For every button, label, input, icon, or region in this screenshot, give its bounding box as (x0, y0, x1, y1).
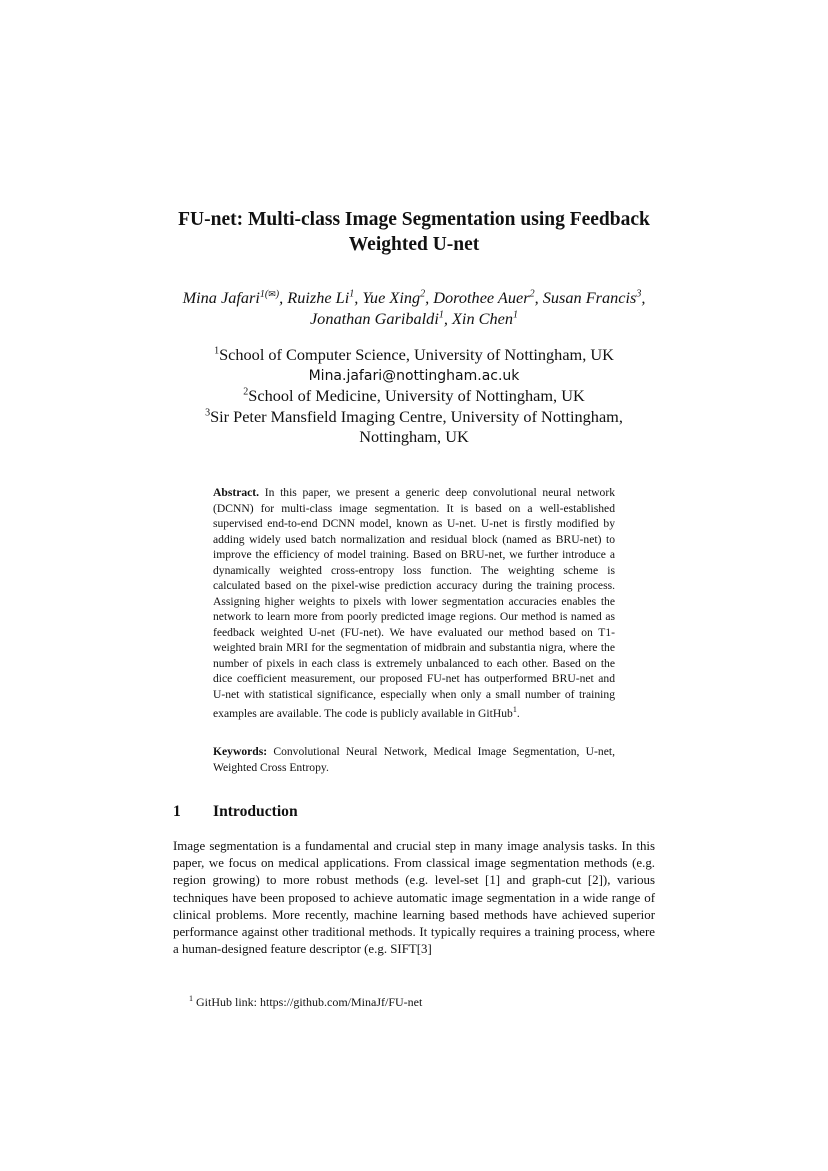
author: Mina Jafari$^{1(✉)}$, (182, 288, 288, 307)
abstract-label: Abstract. (213, 486, 260, 499)
footnote-ref: 1 (512, 705, 517, 714)
keywords-label: Keywords: (213, 745, 268, 758)
affiliation-2: $^2$School of Medicine, University of Nottingham, UK (243, 386, 585, 405)
author: Xin Chen$^1$ (451, 309, 519, 328)
title-line-1: FU-net: Multi-class Image Segmentation using Feedback (178, 209, 650, 230)
author: Ruizhe Li$^1$, (287, 288, 363, 307)
footnote-text: GitHub link: https://github.com/MinaJf/FU-net (196, 995, 423, 1009)
envelope-icon: ✉ (268, 288, 276, 299)
paper-title (150, 207, 678, 257)
footnote-marker: 1 (189, 994, 193, 1003)
title-line-2: Weighted U-net (348, 234, 480, 255)
author: Jonathan Garibaldi$^1$, (309, 309, 452, 328)
affiliations (160, 345, 668, 448)
author: Yue Xing$^2$, (362, 288, 434, 307)
section-number: 1 (173, 803, 181, 820)
affiliation-3: $^3$Sir Peter Mansfield Imaging Centre, University of Nottingham, (205, 406, 623, 426)
author: Dorothee Auer$^2$, (433, 288, 543, 307)
abstract: Abstract. In this paper, we present a generic deep convolutional neural network (DCNN) for multi-class image segmentation. It is based on a well-established supervised end-to-end DCNN model, known as U-net. U-net is firstly modified by adding widely used batch normalization and residual block (named as BRU-net) to improve the efficiency of model training. Based on BRU-net, we further introduce a dynamically weighted cross-entropy loss function. The weighting scheme is calculated based on the pixel-wise prediction accuracy during the training process. Assigning higher weights to pixels with lower segmentation accuracies enables the network to learn more from poorly predicted image regions. Our method is named as feedback weighted U-net (FU-net). We have evaluated our method based on T1-weighted brain MRI for the segmentation of midbrain and substantia nigra, where the number of pixels in each class is extremely unbalanced to each other. Based on the dice coefficient measurement, our proposed FU-net has outperformed BRU-net and U-net with statistical significance, especially when only a small number of training examples are available. The code is publicly available in GitHub$^1$. (213, 486, 615, 720)
section-title: Introduction (213, 803, 298, 820)
section-heading (173, 802, 298, 822)
affiliation-1: $^1$School of Computer Science, University of Nottingham, UK (214, 345, 614, 364)
author: Susan Francis$^3$, (542, 288, 646, 307)
keywords-text: Convolutional Neural Network, Medical Image Segmentation, U-net, Weighted Cross Entropy. (213, 745, 615, 774)
abstract-text: In this paper, we present a generic deep convolutional neural network (DCNN) for multi-class image segmentation. It is based on a well-established supervised end-to-end DCNN model, known as U-net. U-net is firstly modified by adding widely used batch normalization and residual block (named as BRU-net) to improve the efficiency of model training. Based on BRU-net, we further introduce a dynamically weighted cross-entropy loss function. The weighting scheme is calculated based on the pixel-wise prediction accuracy during the training process. Assigning higher weights to pixels with lower segmentation accuracies enables the network to learn more from poorly predicted image regions. Our method is named as feedback weighted U-net (FU-net). We have evaluated our method based on T1-weighted brain MRI for the segmentation of midbrain and substantia nigra, where the number of pixels in each class is extremely unbalanced to each other. Based on the dice coefficient measurement, our proposed FU-net has outperformed BRU-net and U-net with statistical significance, especially when only a small number of training examples are available. The code is publicly available in GitHub (213, 486, 615, 720)
introduction-paragraph: Image segmentation is a fundamental and crucial step in many image analysis tasks. In this paper, we focus on medical applications. From classical image segmentation methods (e.g. region growing) to more robust methods (e.g. level-set [1] and graph-cut [2]), various techniques have been proposed to achieve automatic image segmentation in a wide range of clinical problems. More recently, machine learning based methods have achieved superior performance against other traditional methods. It typically requires a training process, where a human-designed feature descriptor (e.g. SIFT[3] (173, 839, 655, 957)
affiliation-3-continued: Nottingham, UK (359, 427, 469, 446)
author-email: Mina.jafari@nottingham.ac.uk (308, 367, 520, 384)
keywords (213, 744, 615, 775)
footnote (189, 991, 422, 1010)
author-list (180, 287, 648, 329)
